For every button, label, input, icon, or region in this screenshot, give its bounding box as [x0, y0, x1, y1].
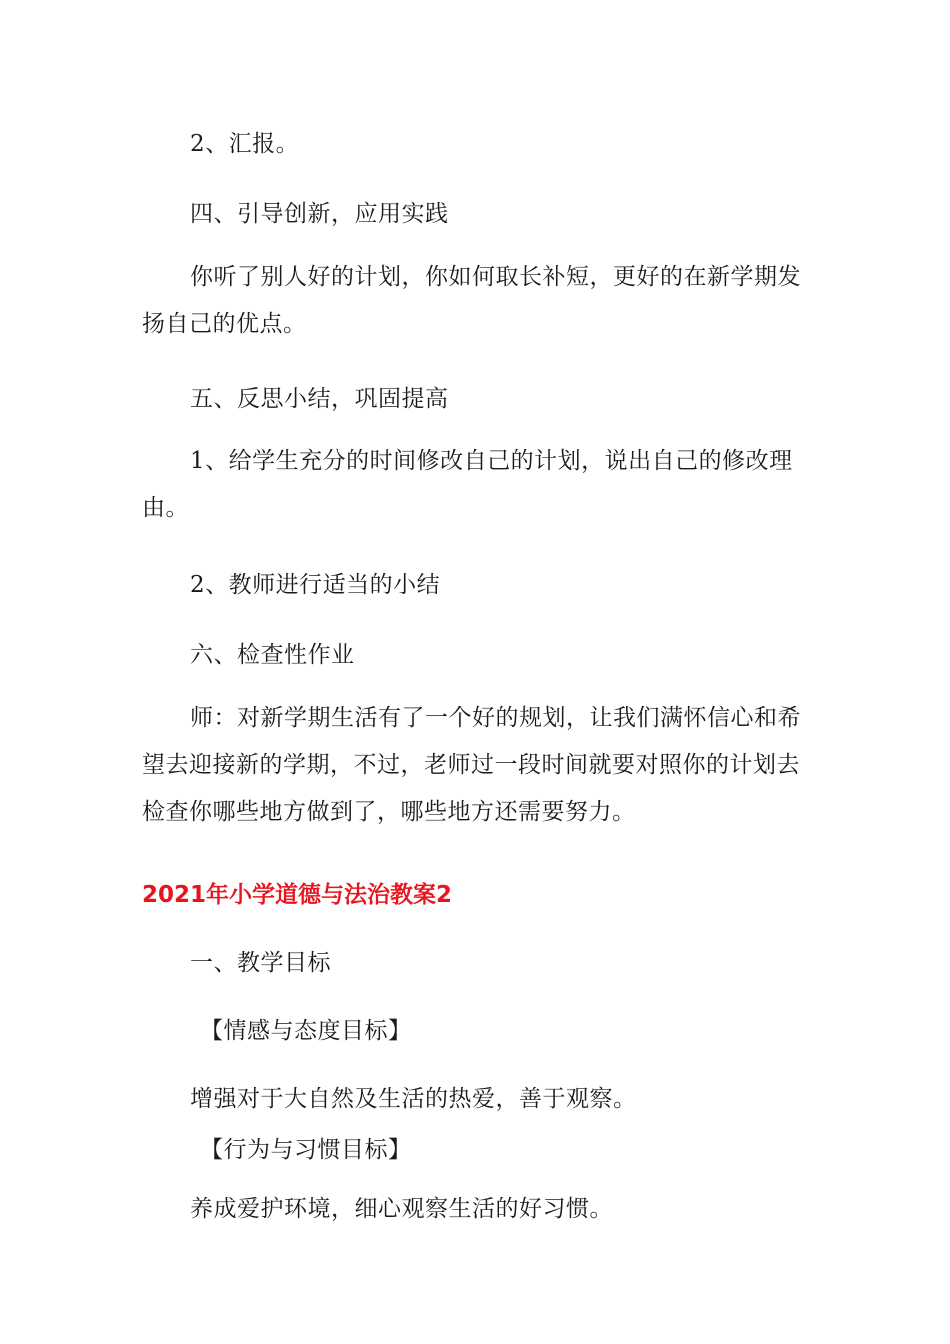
text-line: 2、汇报。 — [190, 131, 300, 157]
paragraph: 你听了别人好的计划，你如何取长补短，更好的在新学期发扬自己的优点。 — [142, 264, 801, 337]
lesson-heading: 2021年小学道德与法治教案2 — [142, 882, 453, 908]
section-title: 一、教学目标 — [190, 950, 331, 976]
text-line: 2、教师进行适当的小结 — [190, 572, 441, 598]
section-title: 五、反思小结，巩固提高 — [190, 386, 449, 412]
text-line: 养成爱护环境，细心观察生活的好习惯。 — [190, 1196, 613, 1222]
text-line: 增强对于大自然及生活的热爱，善于观察。 — [190, 1086, 637, 1112]
subsection-title: 【情感与态度目标】 — [200, 1018, 412, 1044]
paragraph: 1、给学生充分的时间修改自己的计划，说出自己的修改理由。 — [142, 448, 793, 521]
subsection-title: 【行为与习惯目标】 — [200, 1137, 412, 1163]
section-title: 四、引导创新，应用实践 — [190, 201, 449, 227]
section-title: 六、检查性作业 — [190, 642, 355, 668]
paragraph: 师：对新学期生活有了一个好的规划，让我们满怀信心和希望去迎接新的学期，不过，老师过一段时间就要对照你的计划去检查你哪些地方做到了，哪些地方还需要努力。 — [142, 705, 801, 825]
